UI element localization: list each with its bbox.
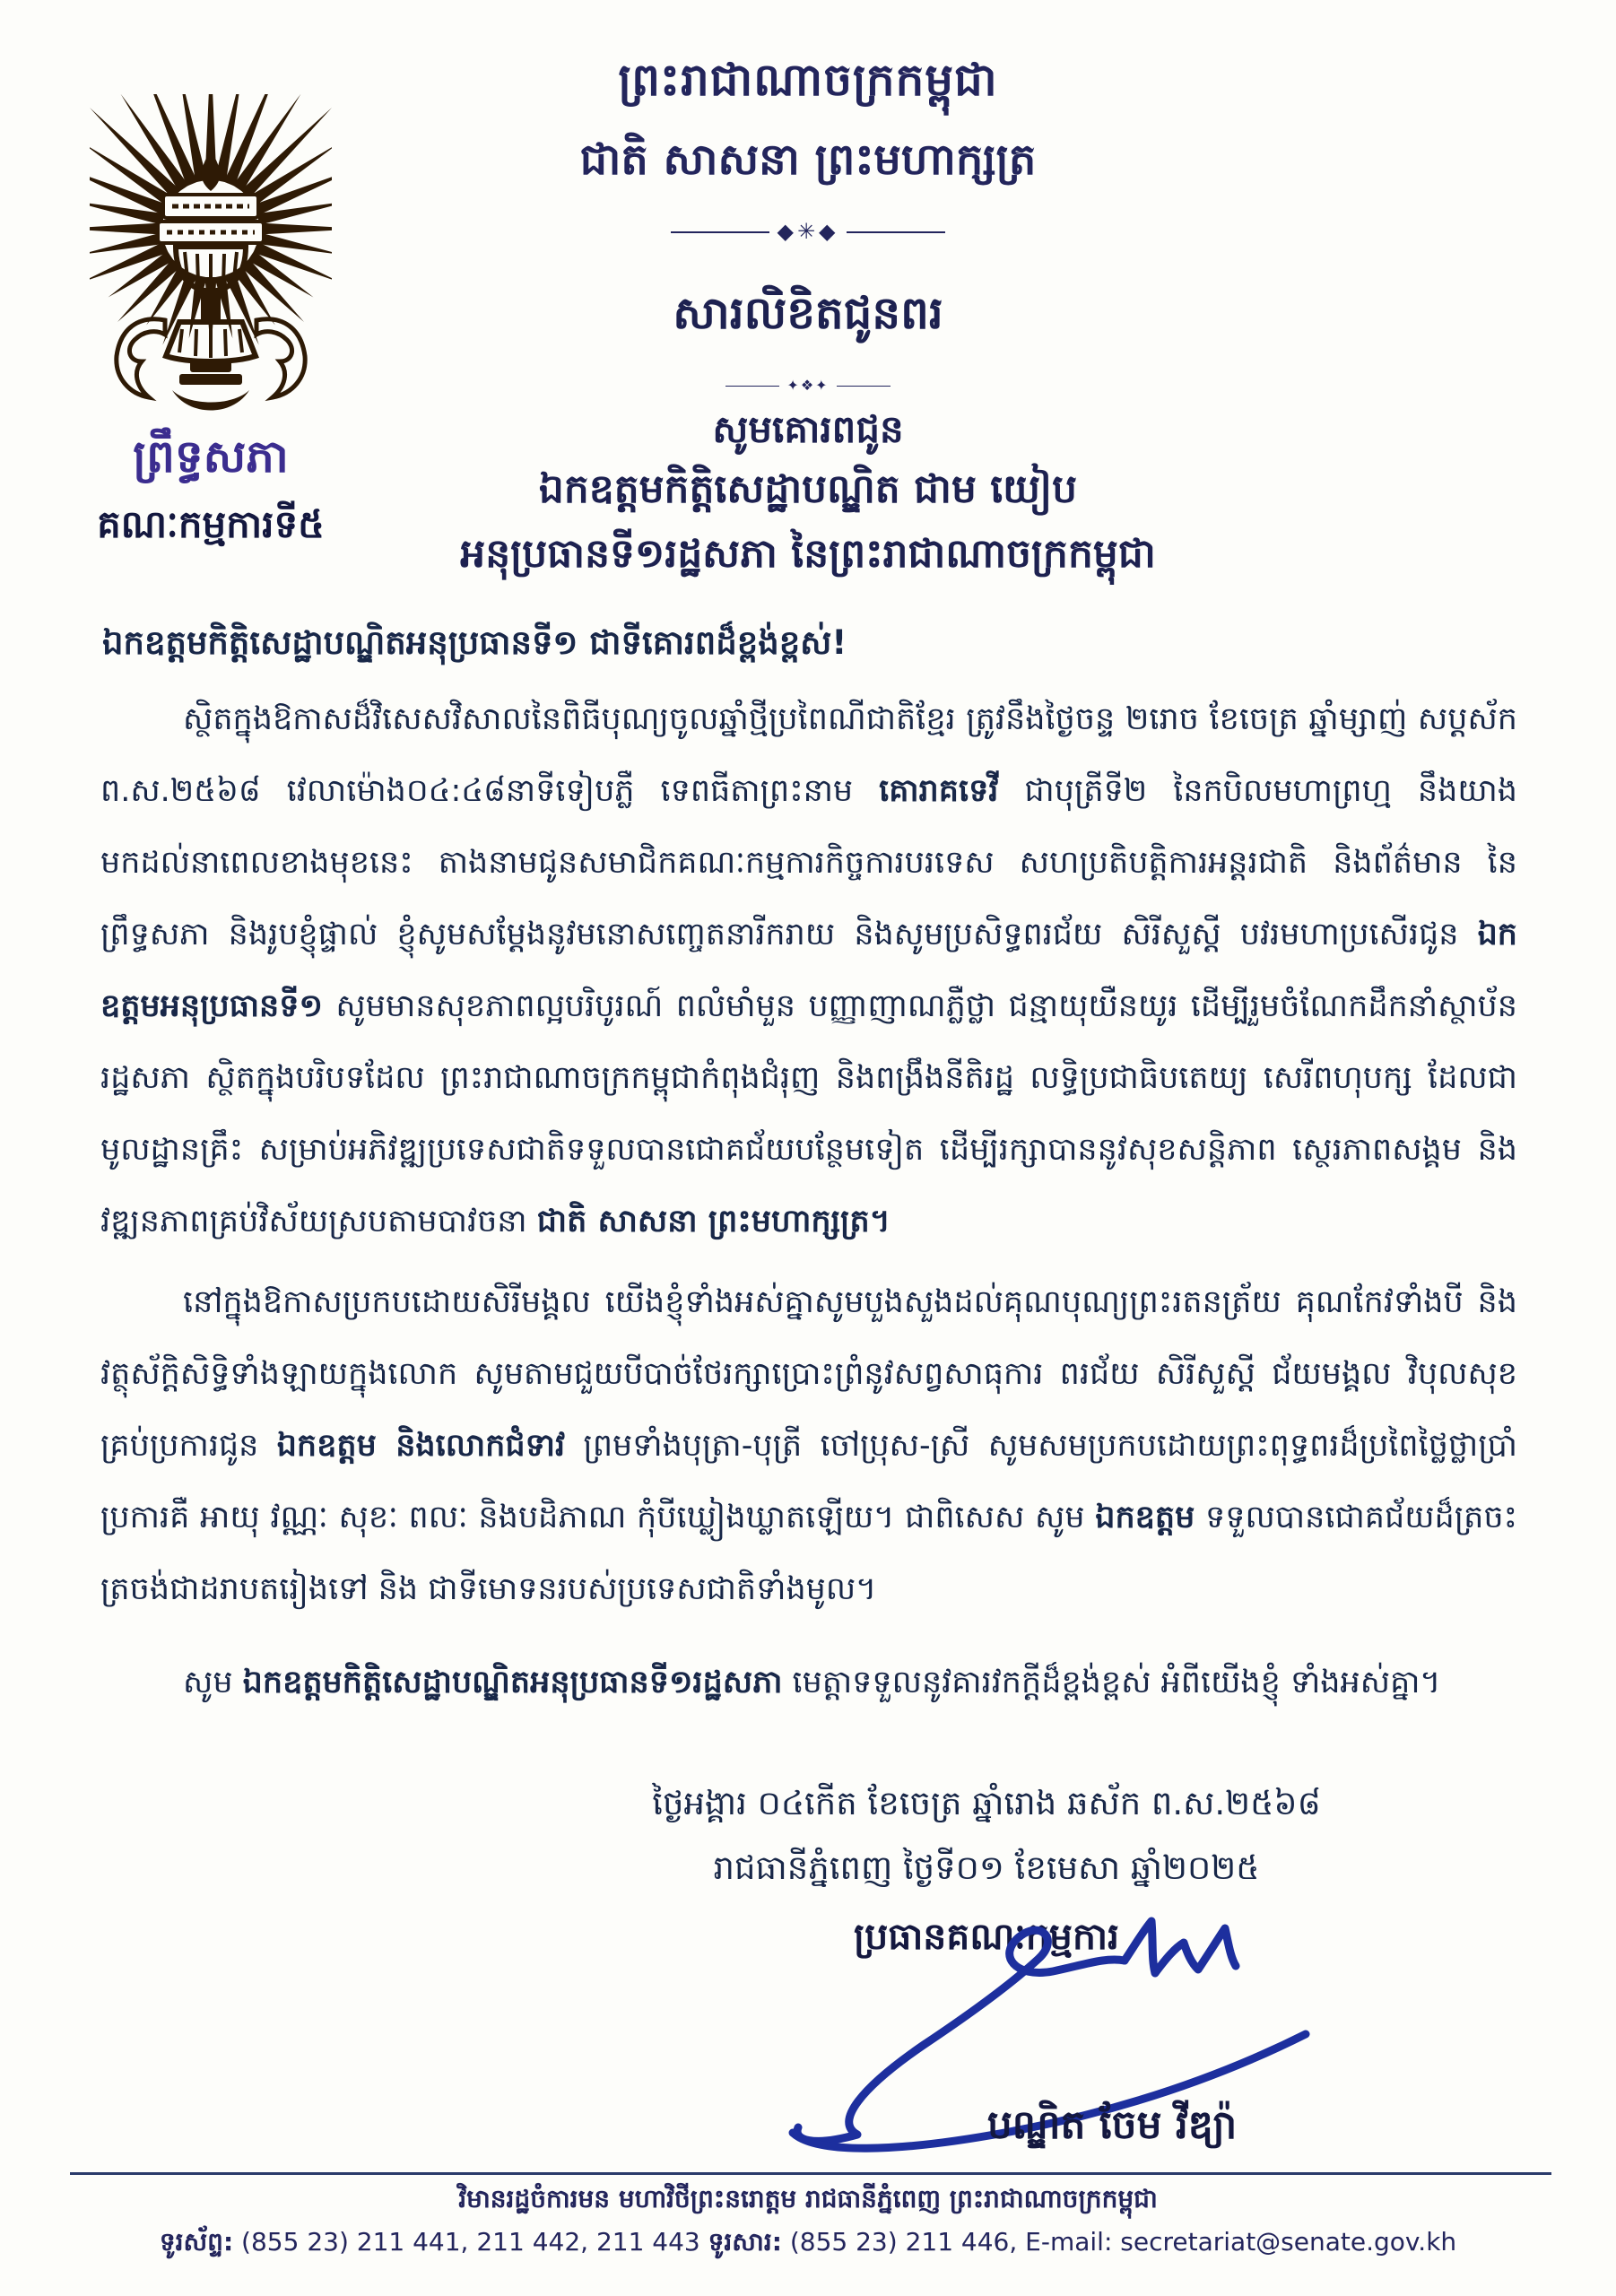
fax-label: ទូរសារ: (708, 2227, 782, 2257)
kingdom-header-line2: ជាតិ សាសនា ព្រះមហាក្សត្រ (579, 135, 1037, 185)
recipient-name-line: ឯកឧត្តមកិត្តិសេដ្ឋាបណ្ឌិត ជាម យៀប (538, 466, 1078, 512)
sender-institution: ព្រឹទ្ធសភា (133, 430, 289, 483)
letter-type-title: សារលិខិតជូនពរ (673, 287, 943, 339)
recipient-title-line: អនុប្រធានទី១រដ្ឋសភា នៃព្រះរាជាណាចក្រកម្ពុជា (460, 531, 1156, 577)
divider-line-right (847, 231, 945, 233)
signer-name: បណ្ឌិត ចែម វីឌ្យ៉ា (986, 2102, 1238, 2148)
salute-intro: សូមគោរពជូន (712, 407, 904, 451)
fax-and-email: (855 23) 211 446, E-mail: secretariat@senate.gov.kh (789, 2227, 1457, 2257)
footer-address: វិមានរដ្ឋចំការមន មហាវិថីព្រះនរោត្តម រាជធានីភ្នំពេញ ព្រះរាជាណាចក្រកម្ពុជា (458, 2184, 1158, 2213)
signer-title: ប្រធានគណៈកម្មការ (854, 1915, 1119, 1958)
title-divider-ornament (0, 377, 1616, 394)
footer-contacts (0, 2226, 1616, 2263)
sender-commission: គណៈកម្មការទី៥ (97, 502, 325, 546)
letter-paragraph: ស្ថិតក្នុងឱកាសដ៏វិសេសវិសាលនៃពិធីបុណ្យចូលឆ្នាំថ្មីប្រពៃណីជាតិខ្មែរ ត្រូវនឹងថ្ងៃចន្ទ ២រោច ខែចេត្រ ឆ្នាំម្សាញ់ សប្តស័ក ព.ស.២៥៦៨ វេលាម៉ោង០៤:៤៨នាទីទៀបភ្លឺ ទេពធីតាព្រះនាម គោរាគទេវី ជាបុត្រីទី២ នៃកបិលមហាព្រហ្ម នឹងយាងមកដល់នាពេលខាងមុខនេះ តាងនាមជូនសមាជិកគណៈកម្មការកិច្ចការបរទេស សហប្រតិបត្តិការអន្តរជាតិ និងព័ត៌មាន នៃព្រឹទ្ធសភា និងរូបខ្ញុំផ្ទាល់ ខ្ញុំសូមសម្តែងនូវមនោសញ្ចេតនារីករាយ និងសូមប្រសិទ្ធពរជ័យ សិរីសួស្តី បវរមហាប្រសើរជូន ឯកឧត្តមអនុប្រធានទី១ សូមមានសុខភាពល្អបរិបូរណ៍ ពលំមាំមួន បញ្ញាញាណភ្លឺថ្លា ជន្មាយុយឺនយូរ ដើម្បីរួមចំណែកដឹកនាំស្ថាប័នរដ្ឋសភា ស្ថិតក្នុងបរិបទដែល ព្រះរាជាណាចក្រកម្ពុជាកំពុងជំរុញ និងពង្រឹងនីតិរដ្ឋ លទ្ធិប្រជាធិបតេយ្យ សេរីពហុបក្ស ដែលជាមូលដ្ឋានគ្រឹះ សម្រាប់អភិវឌ្ឍប្រទេសជាតិទទួលបានជោគជ័យបន្ថែមទៀត ដើម្បីរក្សាបាននូវសុខសន្តិភាព ស្ថេរភាពសង្គម និងវឌ្ឍនភាពគ្រប់វិស័យស្របតាមបាវចនា ជាតិ សាសនា ព្រះមហាក្សត្រ។ (100, 701, 1517, 1239)
divider-glyphs: ◆✳◆ (777, 219, 839, 244)
phone-numbers: (855 23) 211 441, 211 442, 211 443 (241, 2227, 700, 2257)
phone-label: ទូរស័ព្ទ: (159, 2227, 234, 2257)
title-divider-line-left (725, 386, 779, 387)
lunar-date-line: ថ្ងៃអង្គារ ០៤កើត ខែចេត្រ ឆ្នាំរោង ឆស័ក ព.ស.២៥៦៨ (652, 1784, 1321, 1822)
letter-paragraph: នៅក្នុងឱកាសប្រកបដោយសិរីមង្គល យើងខ្ញុំទាំងអស់គ្នាសូមបួងសួងដល់គុណបុណ្យព្រះរតនត្រ័យ គុណកែវទាំងបី និងវត្ថុស័ក្តិសិទ្ធិទាំងឡាយក្នុងលោក សូមតាមជួយបីបាច់ថែរក្សាប្រោះព្រំនូវសព្វសាធុការ ពរជ័យ សិរីសួស្តី ជ័យមង្គល វិបុលសុខគ្រប់ប្រការជូន ឯកឧត្តម និងលោកជំទាវ ព្រមទាំងបុត្រា-បុត្រី ចៅប្រុស-ស្រី សូមសមប្រកបដោយព្រះពុទ្ធពរដ៏ប្រពៃថ្លៃថ្លាប្រាំប្រការគឺ អាយុ វណ្ណៈ សុខៈ ពលៈ និងបដិភាណ កុំបីឃ្លៀងឃ្លាតឡើយ។ ជាពិសេស សូម ឯកឧត្តម ទទួលបានជោគជ័យដ៏ត្រចះត្រចង់ជាដរាបតរៀងទៅ និង ជាទីមោទនរបស់ប្រទេសជាតិទាំងមូល។ (100, 1284, 1517, 1607)
gregorian-date-line: រាជធានីភ្នំពេញ ថ្ងៃទី០១ ខែមេសា ឆ្នាំ២០២៥ (713, 1848, 1260, 1887)
letter-body (100, 683, 1517, 1727)
title-divider-line-right (837, 386, 891, 387)
divider-line-left (671, 231, 769, 233)
footer-divider (70, 2172, 1551, 2175)
salutation-line: ឯកឧត្តមកិត្តិសេដ្ឋាបណ្ឌិតអនុប្រធានទី១ ជាទីគោរពដ៏ខ្ពង់ខ្ពស់! (102, 623, 847, 662)
title-divider-glyphs: ✦❖✦ (786, 377, 830, 394)
letter-paragraph: សូម ឯកឧត្តមកិត្តិសេដ្ឋាបណ្ឌិតអនុប្រធានទី១រដ្ឋសភា មេត្តាទទួលនូវគារវកក្តីដ៏ខ្ពង់ខ្ពស់ អំពីយើងខ្ញុំ ទាំងអស់គ្នា។ (183, 1665, 1441, 1700)
kingdom-header-line1: ព្រះរាជាណាចក្រកម្ពុជា (618, 54, 998, 106)
